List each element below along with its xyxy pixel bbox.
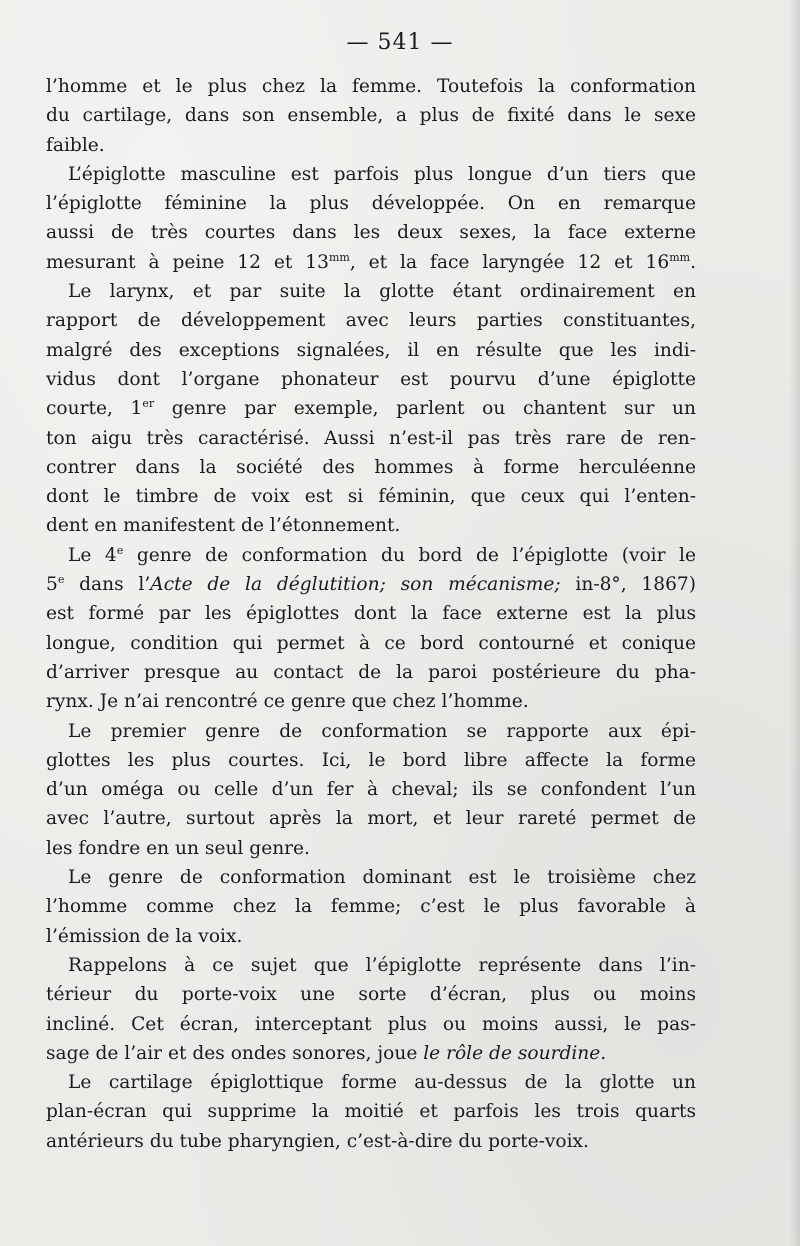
text-line: glottes les plus courtes. Ici, le bord libre affecte la forme [46,749,696,771]
text-line: l’homme comme chez la femme; c’est le plus favorable à [46,896,696,918]
book-title-italic: Acte de la déglutition; son mécanisme; [150,574,561,596]
superscript: e [57,573,65,587]
text-line: d’un oméga ou celle d’un fer à cheval; ils se confondent l’un [46,779,696,801]
text-line: Rappelons à ce sujet que l’épiglotte représente dans l’in- [68,954,696,976]
text-segment: Le 4 [68,544,117,566]
italic-phrase: le rôle de sourdine. [423,1042,607,1064]
text-line: l’émission de la voix. [46,925,243,947]
text-segment: 5 [46,574,58,596]
text-line: avec l’autre, surtout après la mort, et leur rareté permet de [46,808,696,830]
text-line [46,570,696,599]
text-line: est formé par les épiglottes dont la face externe est la plus [46,603,696,625]
superscript: er [142,397,155,411]
superscript: e [116,543,124,557]
text-line: les fondre en un seul genre. [46,837,310,859]
text-line: dent en manifestent de l’étonnement. [46,515,401,537]
text-line: dont le timbre de voix est si féminin, que ceux qui l’enten- [46,486,696,508]
text-line: Le premier genre de conformation se rapporte aux épi- [68,720,696,742]
text-line [46,248,696,277]
text-line: rapport de développement avec leurs parties constituantes, [46,310,696,332]
text-line: Le larynx, et par suite la glotte étant ordinairement en [68,281,696,303]
body-text [46,72,696,1156]
text-line: faible. [46,134,105,156]
superscript: mm [669,250,691,264]
text-segment: dans l’ [64,574,151,596]
superscript: mm [328,250,350,264]
text-line: du cartilage, dans son ensemble, a plus de fixité dans le sexe [46,105,696,127]
text-segment: in-8°, 1867) [560,574,696,596]
text-line [46,394,696,423]
text-line [46,1039,696,1068]
text-line: contrer dans la société des hommes à forme herculéenne [46,456,696,478]
text-segment: . [690,251,696,273]
text-line: antérieurs du tube pharyngien, c’est-à-dire du porte-voix. [46,1130,589,1152]
text-line: incliné. Cet écran, interceptant plus ou moins aussi, le pas- [46,1013,696,1035]
text-line: vidus dont l’organe phonateur est pourvu d’une épiglotte [46,368,696,390]
text-line: Le cartilage épiglottique forme au-dessus de la glotte un [68,1072,696,1094]
text-segment: courte, 1 [46,398,143,420]
text-line: aussi de très courtes dans les deux sexes, la face externe [46,222,696,244]
text-line: L’épiglotte masculine est parfois plus longue d’un tiers que [68,163,696,185]
text-line: malgré des exceptions signalées, il en résulte que les indi- [46,339,696,361]
text-line: térieur du porte-voix une sorte d’écran, plus ou moins [46,984,696,1006]
text-line: l’homme et le plus chez la femme. Toutefois la conformation [46,76,696,97]
text-segment: sage de l’air et des ondes sonores, joue [46,1042,424,1064]
text-segment: genre de conformation du bord de l’épiglotte (voir le [123,544,696,566]
text-segment: mesurant à peine 12 et 13 [46,251,329,273]
text-line: ton aigu très caractérisé. Aussi n’est-il pas très rare de ren- [46,427,696,449]
text-line: rynx. Je n’ai rencontré ce genre que chez l’homme. [46,691,529,713]
text-line: d’arriver presque au contact de la paroi postérieure du pha- [46,661,696,683]
text-line: plan-écran qui supprime la moitié et parfois les trois quarts [46,1101,696,1123]
page-edge-shadow [788,0,800,1246]
text-line: l’épiglotte féminine la plus développée. On en remarque [46,193,696,215]
page-number: — 541 — [346,30,454,55]
text-segment: , et la face laryngée 12 et 16 [349,251,670,273]
text-line [46,541,696,570]
text-line: Le genre de conformation dominant est le troisième chez [68,867,696,889]
text-segment: genre par exemple, parlent ou chantent sur un [154,398,696,420]
text-line: longue, condition qui permet à ce bord contourné et conique [46,632,696,654]
